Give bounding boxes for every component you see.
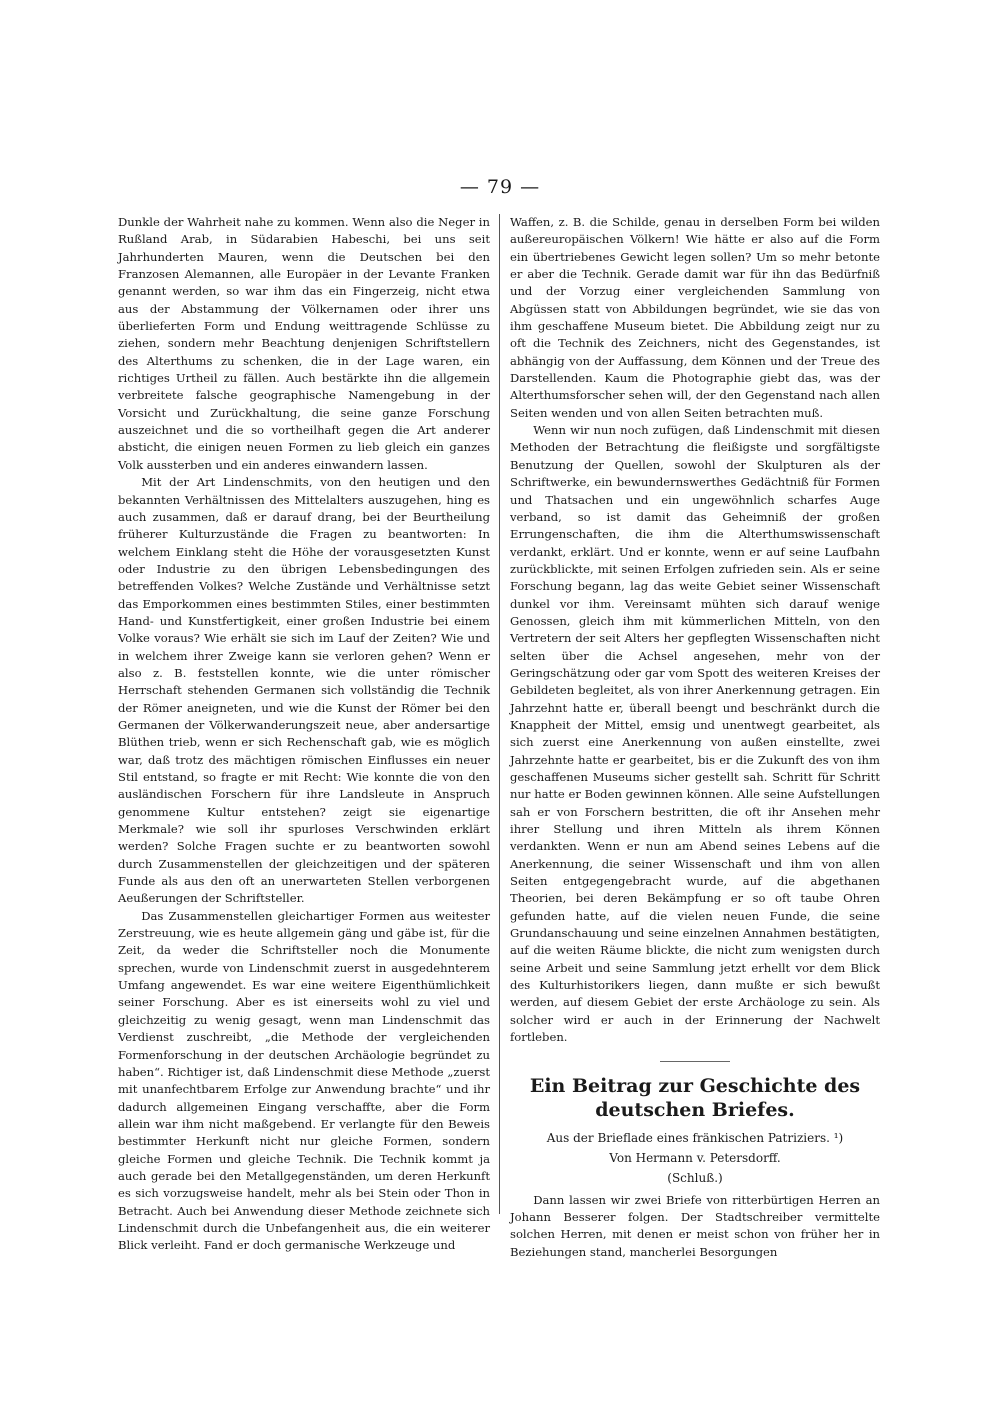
paragraph: Dunkle der Wahrheit nahe zu kommen. Wenn also die Neger in Rußland Arab, in Südarabien Habeschi, bei uns seit Jahrhunderten Mauren, wenn die Deutschen bei den Franzosen Alemannen, alle Europäer in der Levante Franken genannt werden, so war ihm das ein Fingerzeig, nicht etwa aus der Abstammung der Völkernamen oder ihrer uns überlieferten Form und Endung weittragende Schlüsse zu ziehen, sondern mehr Beachtung denjenigen Schriftstellern des Alterthums zu schenken, die in der Lage waren, ein richtiges Urtheil zu fällen. Auch bestärkte ihn die allgemein verbreitete falsche geographische Namengebung in der Vorsicht und Zurückhaltung, die seine ganze Forschung auszeichnet und die so vortheilhaft gegen die Art anderer absticht, die einigen neuen Formen zu lieb gleich ein ganzes Volk aussterben und ein anderes einwandern lassen. [118,215,490,472]
paragraph: Dann lassen wir zwei Briefe von ritterbürtigen Herren an Johann Besserer folgen. Der Stadtschreiber vermittelte solchen Herren, mit denen er meist schon von früher her in Beziehungen stand, mancherlei Besorgungen [510,1192,880,1259]
article-note: (Schluß.) [667,1170,723,1185]
paragraph: Wenn wir nun noch zufügen, daß Lindenschmit mit diesen Methoden der Betrachtung die fleißigste und sorgfältigste Benutzung der Quellen, sowohl der Skulpturen als der Schriftwerke, ein bewundernswerthes Gedächtniß für Formen und Thatsachen und ein ungewöhnlich scharfes Auge verband, so ist damit das Geheimniß der großen Errungenschaften, die ihm die Alterthumswissenschaft verdankt, erklärt. Und er konnte, wenn er auf seine Laufbahn zurückblickte, mit seinen Erfolgen zufrieden sein. Als er seine Forschung begann, lag das weite Gebiet seiner Wissenschaft dunkel vor ihm. Vereinsamt mühten sich darauf wenige Genossen, gleich ihm mit kümmerlichen Mitteln, von den Vertretern der seit Alters her gepflegten Wissenschaften nicht selten über die Achsel angesehen, mehr von der Geringschätzung oder gar vom Spott des weiteren Kreises der Gebildeten begleitet, als von ihrer Anerkennung getragen. Ein Jahrzehnt hatte er, überall beengt und beschränkt durch die Knappheit der Mittel, emsig und unentwegt gearbeitet, als sich zuerst eine Anerkennung von außen einstellte, zwei Jahrzehnte hatte er gearbeitet, bis er die Zukunft des von ihm geschaffenen Museums sicher gestellt sah. Schritt für Schritt nur hatte er Boden gewinnen können. Alle seine Aufstellungen sah er von Forschern bestritten, die oft ihr Ansehen mehr ihrer Stellung und ihren Mitteln als ihrem Können verdankten. Wenn er nun am Abend seines Lebens auf die Anerkennung, die seiner Wissenschaft und ihm von allen Seiten entgegengebracht wurde, auf die abgethanen Theorien, bei deren Bekämpfung er so oft taube Ohren gefunden hatte, auf die vielen neuen Funde, die seine Grundanschauung und seine einzelnen Annahmen bestätigten, auf die weiten Räume blickte, die nicht zum wenigsten durch seine Arbeit und seine Sammlung jetzt erhellt vor dem Blick des Kulturhistorikers liegen, dann mußte er sich bewußt werden, auf diesem Gebiet der erste Archäologe zu sein. Als solcher wird er auch in der Erinnerung der Nachwelt fortleben. [510,423,880,1045]
paragraph: Das Zusammenstellen gleichartiger Formen aus weitester Zerstreuung, wie es heute allgemein gäng und gäbe ist, für die Zeit, da weder die Schriftsteller noch die Monumente sprechen, wurde von Lindenschmit zuerst in ausgedehnterem Umfang angewendet. Es war eine weitere Eigenthümlichkeit seiner Forschung. Aber es ist einerseits wohl zu viel und gleichzeitig zu wenig gesagt, wenn man Lindenschmit das Verdienst zuschreibt, „die Methode der vergleichenden Formenforschung in der deutschen Archäologie begründet zu haben“. Richtiger ist, daß Lindenschmit diese Methode „zuerst mit unanfechtbarem Erfolge zur Anwendung brachte“ und ihr dadurch allgemeinen Eingang verschaffte, aber die Form allein war ihm nicht maßgebend. Er verlangte für den Beweis bestimmter Herkunft nicht nur gleiche Formen, sondern gleiche Formen und gleiche Technik. Die Technik kommt ja auch gerade bei den Metallgegenständen, um deren Herkunft es sich vorzugsweise handelt, mehr als bei Stein oder Thon in Betracht. Auch bei Anwendung dieser Methode zeichnete sich Lindenschmit durch die Unbefangenheit aus, die ein weiterer Blick verleiht. Fand er doch germanische Werkzeuge und [118,908,490,1253]
right-column [510,214,880,1261]
left-column [118,214,490,1255]
page-number: — 79 — [459,176,541,198]
section-separator [660,1061,730,1062]
paragraph: Mit der Art Lindenschmits, von den heutigen und den bekannten Verhältnissen des Mittelalters auszugehen, hing es auch zusammen, daß er darauf drang, bei der Beurtheilung früherer Kulturzustände die Fragen zu beantworten: In welchem Einklang steht die Höhe der vorausgesetzten Kunst oder Industrie zu den übrigen Lebensbedingungen des betreffenden Volkes? Welche Zustände und Verhältnisse setzt das Emporkommen eines bestimmten Stiles, einer bestimmten Hand- und Kunstfertigkeit, einer großen Industrie bei einem Volke voraus? Wie erhält sie sich im Lauf der Zeiten? Wie und in welchem ihrer Zweige kann sie verloren gehen? Wenn er also z. B. feststellen konnte, wie die unter römischer Herrschaft stehenden Germanen sich vollständig die Technik der Römer aneigneten, und wie die Kunst der Römer bei den Germanen der Völkerwanderungszeit neue, aber andersartige Blüthen trieb, wenn er sich Rechenschaft gab, wie es möglich war, daß trotz des mächtigen römischen Einflusses ein neuer Stil entstand, so fragte er mit Recht: Wie konnte die von den ausländischen Forschern für ihre Landsleute in Anspruch genommene Kultur entstehen? zeigt sie eigenartige Merkmale? wie soll ihr spurloses Verschwinden erklärt werden? Solche Fragen suchte er zu beantworten sowohl durch Zusammenstellen der gleichzeitigen und der späteren Funde als aus den oft an unerwarteten Stellen verborgenen Aeußerungen der Schriftsteller. [118,475,490,906]
article-subtitle: Aus der Brieflade eines fränkischen Patriziers. ¹) [546,1130,844,1145]
article-author: Von Hermann v. Petersdorff. [609,1150,781,1165]
column-divider [499,214,500,1214]
paragraph: Waffen, z. B. die Schilde, genau in derselben Form bei wilden außereuropäischen Völkern! Wie hätte er also auf die Form ein übertriebenes Gewicht legen sollen? Um so mehr betonte er aber die Technik. Gerade damit war für ihn das Bedürfniß und der Vorzug einer vergleichenden Sammlung von Abgüssen statt von Abbildungen begründet, wie sie das von ihm geschaffene Museum bietet. Die Abbildung zeigt nur zu oft die Technik des Zeichners, nicht des Gegenstandes, ist abhängig von der Auffassung, dem Können und der Treue des Darstellenden. Kaum die Photographie giebt das, was der Alterthumsforscher sehen will, der den Gegenstand nach allen Seiten wenden und von allen Seiten betrachten muß. [510,215,880,420]
article-title: Ein Beitrag zur Geschichte des deutschen Briefes. [529,1074,861,1121]
